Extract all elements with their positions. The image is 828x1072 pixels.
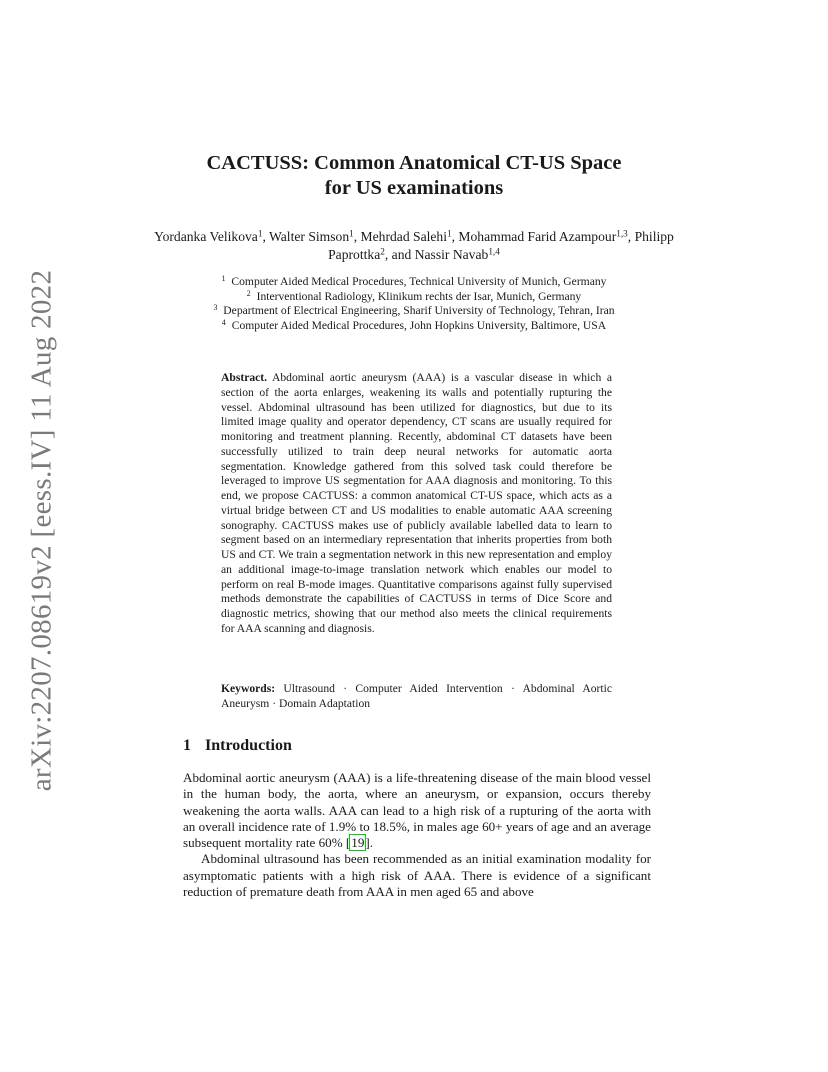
arxiv-identifier: arXiv:2207.08619v2 [eess.IV] 11 Aug 2022 xyxy=(25,269,58,791)
author-list xyxy=(140,228,688,264)
author-separator: , and xyxy=(384,247,415,262)
abstract xyxy=(221,371,612,637)
affiliation-number: 2 xyxy=(246,288,251,298)
author-affil-mark: 1,3 xyxy=(616,228,628,239)
author-affil-mark: 1 xyxy=(257,228,263,239)
author-affil-mark: 1,4 xyxy=(488,246,500,257)
author-separator: , xyxy=(262,229,270,244)
affiliation-text: Interventional Radiology, Klinikum rechts der Isar, Munich, Germany xyxy=(256,289,582,303)
affiliation-number: 1 xyxy=(221,274,226,284)
affiliation xyxy=(130,290,698,305)
affiliation xyxy=(130,275,698,290)
section-number: 1 xyxy=(183,737,191,754)
citation-link[interactable]: 19 xyxy=(351,835,365,851)
abstract-label: Abstract. xyxy=(221,371,268,384)
author-name: Nassir Navab xyxy=(414,247,489,262)
paragraph: Abdominal ultrasound has been recommended as an initial examination modality for asymptomatic patients with a high risk of AAA. There is evidence of a significant reduction of premature death from AAA in men aged 65 and above xyxy=(183,851,651,900)
author-name: Mohammad Farid Azampour xyxy=(458,229,617,244)
keywords-label: Keywords: xyxy=(221,682,276,695)
paper-title xyxy=(120,151,708,201)
author-name: Walter Simson xyxy=(269,229,350,244)
paragraph-text: ]. xyxy=(365,835,373,851)
arxiv-sidebar xyxy=(22,269,62,791)
author-separator: , xyxy=(627,229,635,244)
affiliation-text: Computer Aided Medical Procedures, Technical University of Munich, Germany xyxy=(231,275,607,288)
affiliation xyxy=(130,319,698,334)
author-name: Mehrdad Salehi xyxy=(360,229,447,244)
affiliation-text: Computer Aided Medical Procedures, John Hopkins University, Baltimore, USA xyxy=(231,319,607,333)
introduction-body xyxy=(183,770,651,900)
author-separator: , xyxy=(451,229,459,244)
section-title: Introduction xyxy=(205,737,292,754)
affiliation-number: 4 xyxy=(221,318,226,328)
abstract-text: Abdominal aortic aneurysm (AAA) is a vascular disease in which a section of the aorta enlarges, weakening its walls and potentially rupturing the vessel. Abdominal ultrasound has been utilized for diagnostics, but due to its limited image quality and operator dependency, CT scans are usually required for monitoring and treatment planning. Recently, abdominal CT datasets have been successfully utilized to train deep neural networks for automatic aorta segmentation. Knowledge gathered from this solved task could therefore be leveraged to improve US segmentation for AAA diagnosis and monitoring. To this end, we propose CACTUSS: a common anatomical CT-US space, which acts as a virtual bridge between CT and US modalities to enable automatic AAA screening sonography. CACTUSS makes use of publicly available labelled data to learn to segment based on an intermediary representation that inherits properties from both US and CT. We train a segmentation network in this new representation and employ an additional image-to-image translation network which enables our model to perform on real B-mode images. Quantitative comparisons against fully supervised methods demonstrate the capabilities of CACTUSS in terms of Dice Score and diagnostic metrics, showing that our method also meets the clinical requirements for AAA scanning and diagnosis. xyxy=(221,371,612,635)
paper-title-line1: CACTUSS: Common Anatomical CT-US Space xyxy=(206,152,622,174)
section-heading xyxy=(183,737,292,755)
affiliation xyxy=(130,304,698,319)
affiliation-number: 3 xyxy=(213,303,218,313)
keywords-text: Ultrasound · Computer Aided Intervention · Abdominal Aortic Aneurysm · Domain Adaptation xyxy=(221,682,612,710)
affiliation-text: Department of Electrical Engineering, Sharif University of Technology, Tehran, Iran xyxy=(223,304,615,318)
author-separator: , xyxy=(353,229,361,244)
paper-title-line2: for US examinations xyxy=(324,177,504,199)
author-affil-mark: 1 xyxy=(349,228,354,239)
author-affil-mark: 1 xyxy=(447,228,452,239)
affiliation-list xyxy=(130,275,698,334)
author-name: Philipp Paprottka xyxy=(328,229,674,262)
paragraph-text: Abdominal aortic aneurysm (AAA) is a life-threatening disease of the main blood vessel in the human body, the aorta, where an aneurysm, or expansion, occurs thereby weakening the aorta walls. AAA can lead to a high risk of a rupturing of the aorta with an overall incidence rate of 1.9% to 18.5%, in males age 60+ years of age and an average subsequent mortality rate 60% [ xyxy=(183,770,651,851)
keywords xyxy=(221,682,612,712)
author-affil-mark: 2 xyxy=(380,246,385,257)
author-name: Yordanka Velikova xyxy=(154,229,258,244)
paragraph xyxy=(183,770,651,851)
